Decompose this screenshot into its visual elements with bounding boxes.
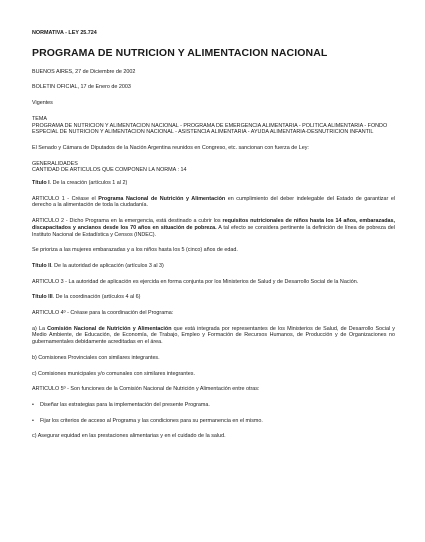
vigentes-label: Vigentes [32, 100, 53, 107]
item-b: b) Comisiones Provinciales con similares integrantes. [32, 354, 160, 361]
titulo-3-bold: Título III [32, 294, 53, 301]
articles-count: CANTIDAD DE ARTICULOS QUE COMPONEN LA NORMA : 14 [32, 167, 187, 174]
article-1-bold: Programa Nacional de Nutrición y Alimentación [98, 195, 226, 202]
bullet-item: • Diseñar las estrategias para la implementación del presente Programa. [32, 402, 395, 409]
article-5: ARTICULO 5º - Son funciones de la Comisión Nacional de Nutrición y Alimentación entre otras: [32, 386, 260, 393]
article-1 [32, 196, 395, 209]
item-c: c) Comisiones municipales y/o comunales con similares integrantes. [32, 370, 195, 377]
normativa-label: NORMATIVA - LEY 25.724 [32, 30, 97, 36]
article-2 [32, 218, 395, 238]
item-a-post: que está integrada por representantes de los Ministerios de Salud, de Desarrollo Social y Medio Ambiente, de Educación, de Economía, de Trabajo, Empleo y Formación de Recursos Humanos, de Producción y de Organizaciones no gubernamentales debidamente acreditadas en el área. [32, 325, 395, 346]
article-1-post: en cumplimiento del deber indelegable del Estado de garantizar el derecho a la alimentación de toda la ciudadanía. [32, 195, 396, 209]
titulo-1 [32, 180, 395, 187]
generalidades-label: GENERALIDADES [32, 160, 78, 167]
article-2-bold: requisitos nutricionales de niños hasta los 14 años, embarazadas, discapacitados y ancianos desde los 70 años en situación de pobreza. [32, 218, 396, 231]
intro-paragraph: El Senado y Cámara de Diputados de la Nación Argentina reunidos en Congreso, etc. sancionan con fuerza de Ley: [32, 144, 309, 151]
tema-text: PROGRAMA DE NUTRICION Y ALIMENTACION NACIONAL - PROGRAMA DE EMERGENCIA ALIMENTARIA - POLITICA ALIMENTARIA - FONDO ESPECIAL DE NUTRICION Y ALIMENTACION NACIONAL - ASISTENCIA ALIMENTARIA - AYUDA ALIMENTARIA-DESNUTRICION INFANTIL [32, 122, 388, 136]
tema-label: TEMA [32, 115, 47, 122]
titulo-3 [32, 294, 395, 301]
item-a [32, 326, 395, 346]
titulo-3-rest: . De la coordinación (artículos 4 al 6) [52, 294, 141, 301]
titulo-2 [32, 263, 395, 270]
titulo-1-rest: . De la creación (artículos 1 al 2) [49, 180, 128, 187]
titulo-2-bold: Título II [32, 262, 52, 269]
article-1-pre: ARTICULO 1 - Créase el [32, 195, 99, 202]
article-2-post: A tal efecto se considera pertinente la definición de línea de pobreza del Instituto Nacional de Estadística y Censos (INDEC). [32, 224, 396, 238]
prioriza-paragraph: Se prioriza a las mujeres embarazadas y a los niños hasta los 5 (cinco) años de edad. [32, 247, 238, 254]
date-place: BUENOS AIRES, 27 de Diciembre de 2002 [32, 68, 136, 75]
titulo-1-bold: Título I [32, 180, 50, 187]
document-title: PROGRAMA DE NUTRICION Y ALIMENTACION NACIONAL [32, 46, 328, 59]
list-item-c: c) Asegurar equidad en las prestaciones alimentarias y en el cuidado de la salud. [32, 433, 226, 440]
titulo-2-rest: . De la autoridad de aplicación (artículos 3 al 3) [51, 262, 164, 269]
bullet-item: • Fijar los criterios de acceso al Programa y las condiciones para su permanencia en el mismo. [32, 418, 395, 425]
article-3: ARTICULO 3 - La autoridad de aplicación es ejercida en forma conjunta por los Ministerios de Salud y de Desarrollo Social de la Nación. [32, 278, 359, 285]
boletin-oficial: BOLETIN OFICIAL, 17 de Enero de 2003 [32, 84, 131, 91]
item-a-pre: a) La [32, 325, 48, 332]
item-a-bold: Comisión Nacional de Nutrición y Alimentación [47, 325, 172, 332]
article-2-pre: ARTICULO 2 - Dicho Programa en la emergencia, está destinado a cubrir los [32, 218, 223, 225]
article-4: ARTICULO 4º - Créase para la coordinación del Programa: [32, 310, 174, 317]
